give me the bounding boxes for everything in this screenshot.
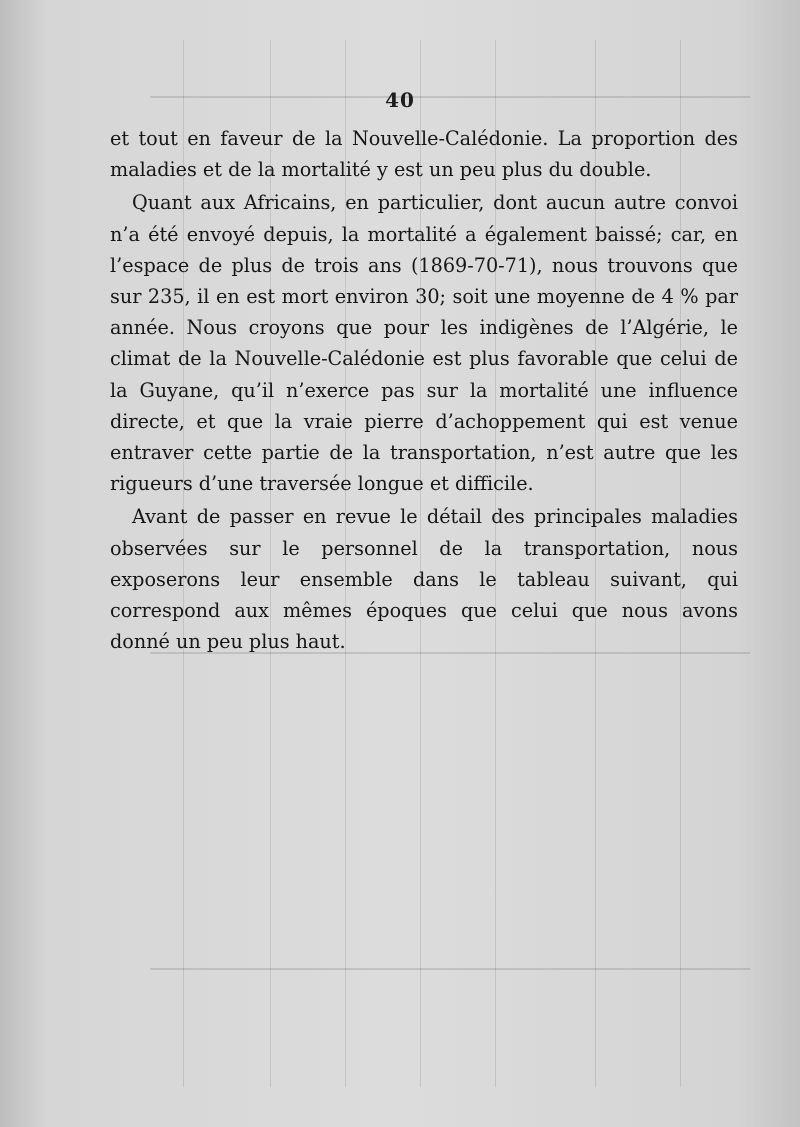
body-text bbox=[110, 123, 738, 657]
bleed-through-rule bbox=[150, 968, 750, 970]
paragraph-continuation: et tout en faveur de la Nouvelle-Calédonie. La proportion des maladies et de la mortalité y est un peu plus du double. bbox=[110, 127, 738, 182]
paragraph-tableau-intro: Avant de passer en revue le détail des principales maladies observées sur le personnel de la transportation, nous exposerons leur ensemble dans le tableau suivant, qui correspond aux mêmes époques que celui que nous avons donné un peu plus haut. bbox=[110, 505, 738, 654]
paragraph-africains: Quant aux Africains, en particulier, dont aucun autre convoi n’a été envoyé depuis, la mortalité a également baissé; car, en l’espace de plus de trois ans (1869-70-71), nous trouvons que sur 235, il en est mort environ 30; soit une moyenne de 4 % par année. Nous croyons que pour les indigènes de l’Algérie, le climat de la Nouvelle-Calédonie est plus favorable que celui de la Guyane, qu’il n’exerce pas sur la mortalité une influence directe, et que la vraie pierre d’achoppement qui est venue entraver cette partie de la transportation, n’est autre que les rigueurs d’une traversée longue et difficile. bbox=[110, 191, 738, 496]
page-number: 40 bbox=[385, 88, 415, 112]
